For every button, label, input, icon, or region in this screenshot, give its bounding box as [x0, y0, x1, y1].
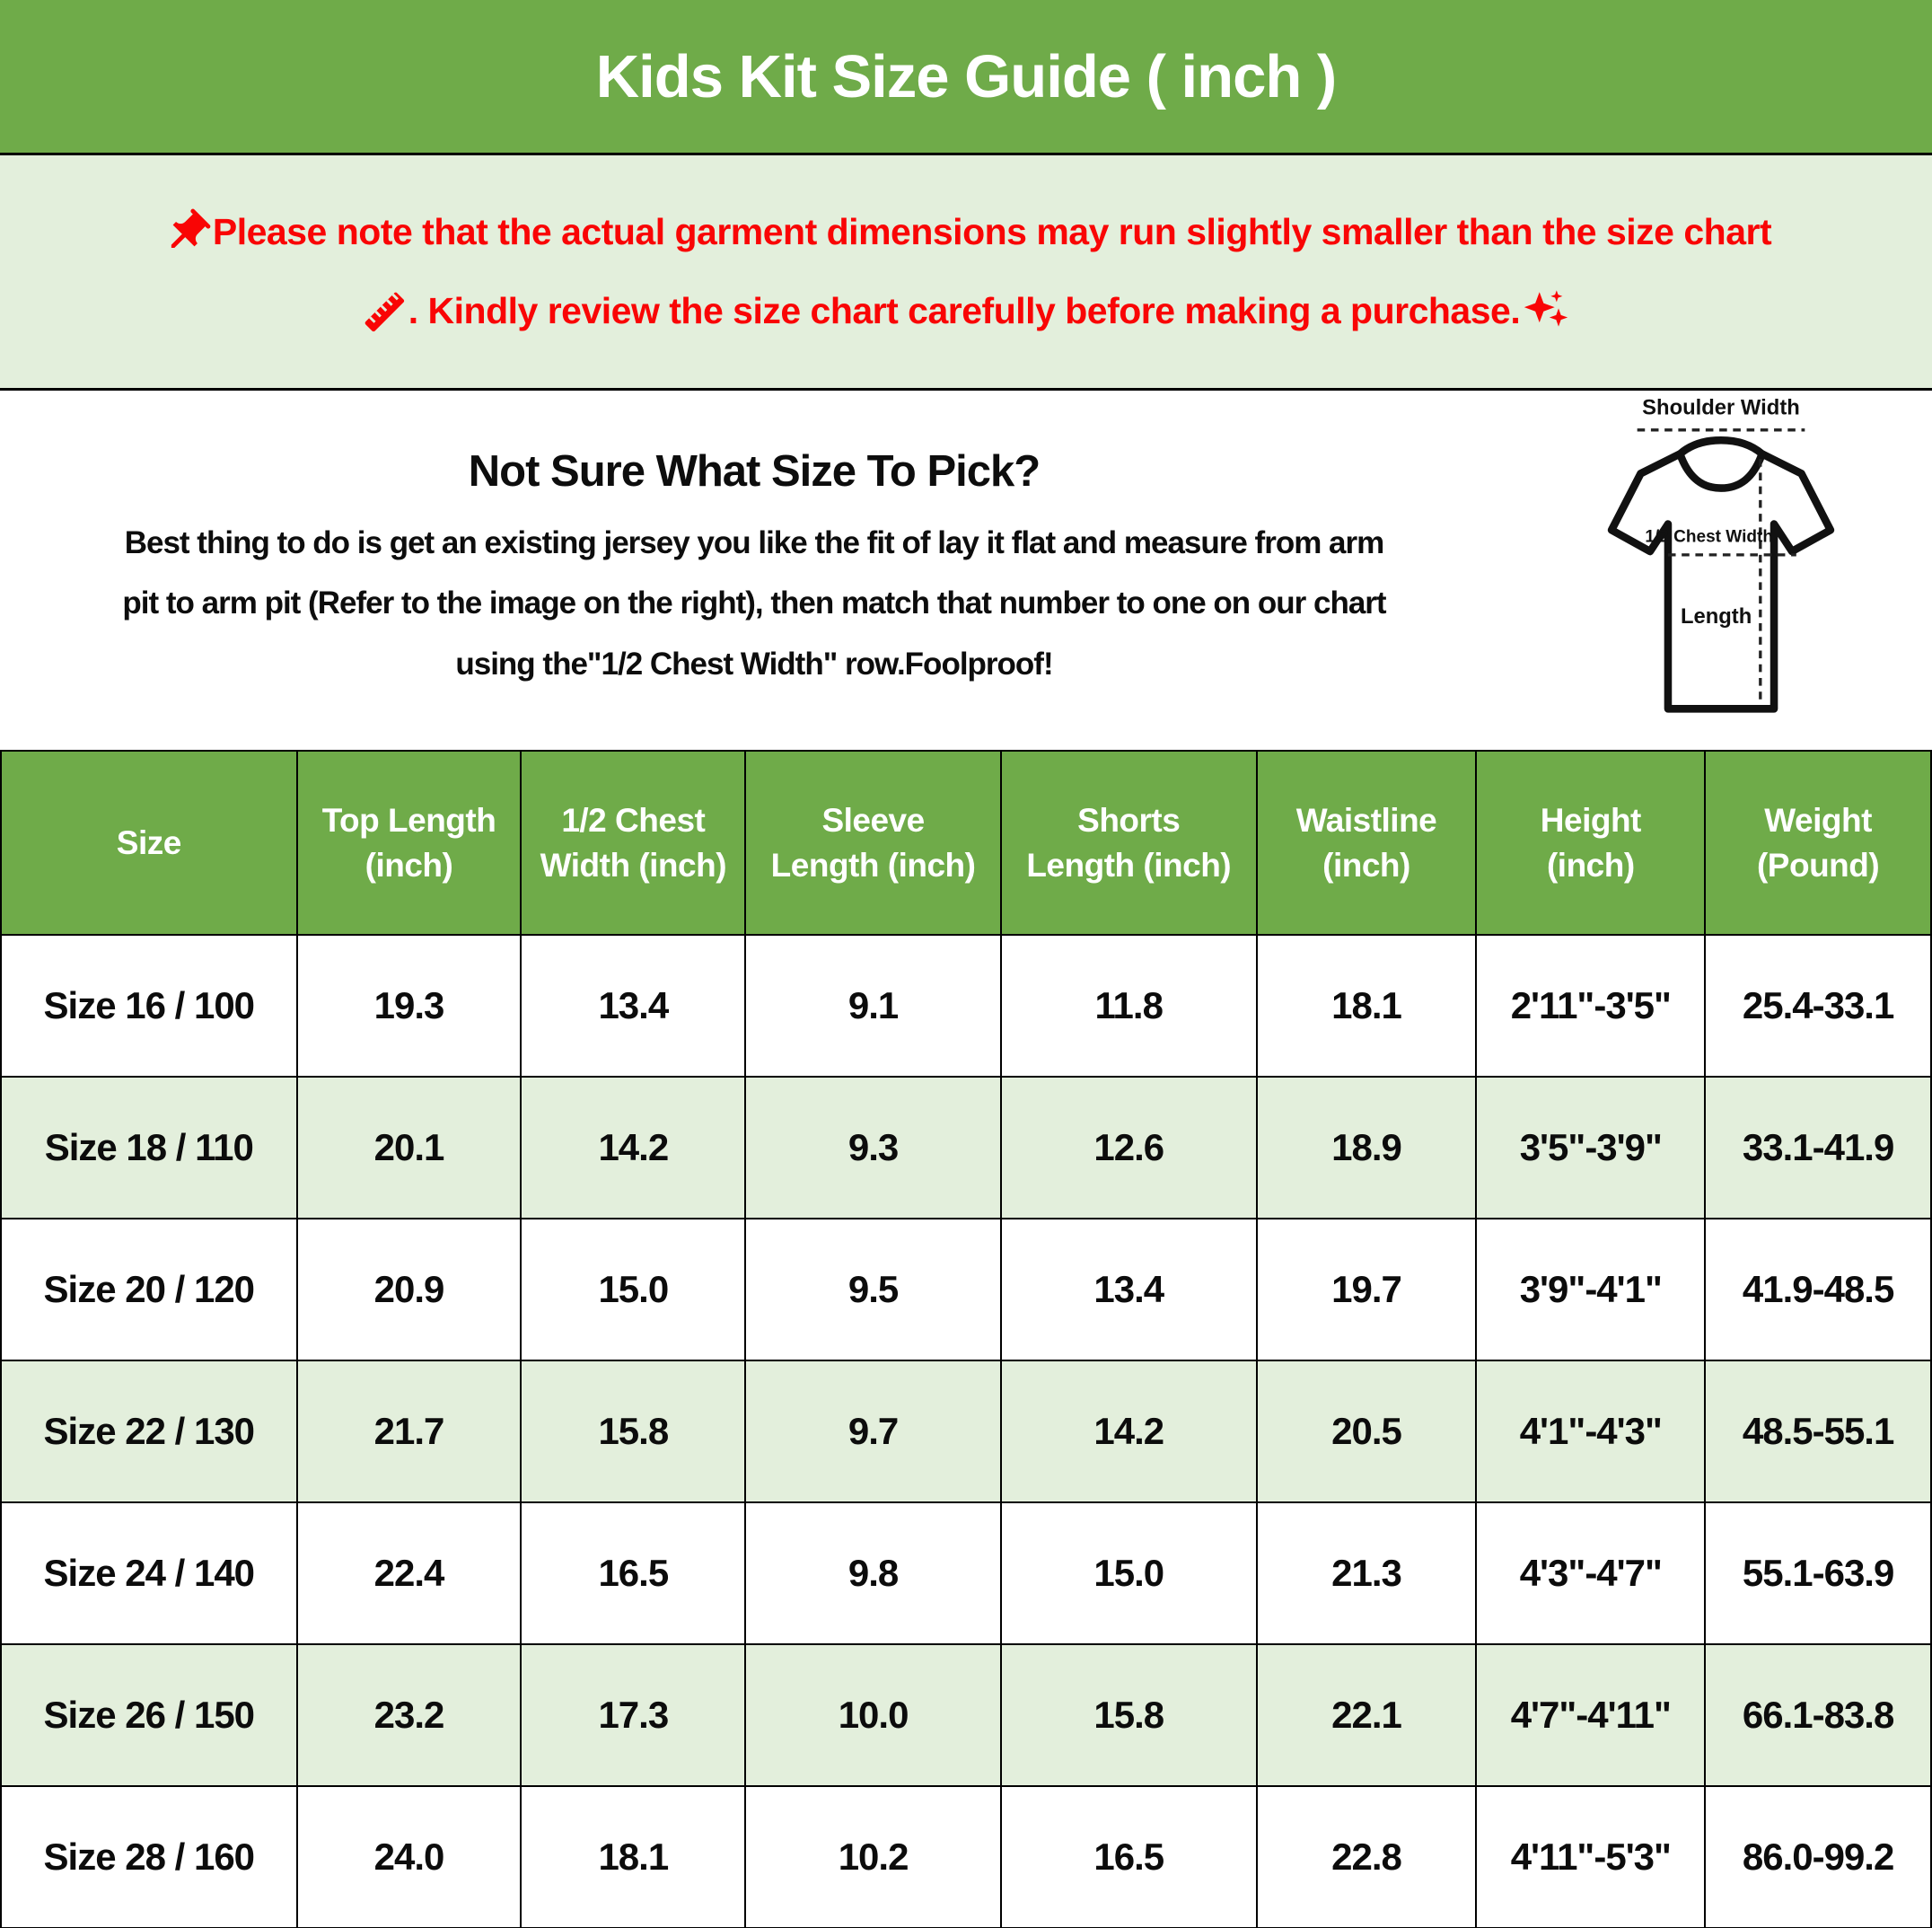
tshirt-diagram	[1573, 391, 1869, 750]
cell-height: 3'9"-4'1"	[1476, 1219, 1705, 1360]
cell-weight: 66.1-83.8	[1705, 1644, 1931, 1786]
cell-sleeve-length: 10.2	[745, 1786, 1001, 1928]
cell-waistline: 18.1	[1257, 935, 1477, 1077]
tshirt-illustration	[1573, 391, 1869, 750]
cell-height: 4'3"-4'7"	[1476, 1502, 1705, 1644]
cell-weight: 48.5-55.1	[1705, 1360, 1931, 1502]
header-cell-shorts-length: Shorts Length (inch)	[1001, 751, 1257, 935]
help-section	[0, 391, 1932, 750]
cell-top-length: 20.9	[297, 1219, 522, 1360]
cell-weight: 86.0-99.2	[1705, 1786, 1931, 1928]
table-row	[1, 1219, 1931, 1360]
pushpin-icon	[161, 207, 213, 259]
header-cell-size: Size	[1, 751, 297, 935]
notice-banner	[0, 155, 1932, 391]
cell-size: Size 26 / 150	[1, 1644, 297, 1786]
notice-line-1	[161, 207, 1771, 259]
notice-line-2	[360, 286, 1572, 338]
help-text-line-3: using the"1/2 Chest Width" row.Foolproof!	[455, 646, 1053, 682]
cell-top-length: 22.4	[297, 1502, 522, 1644]
cell-shorts-length: 15.0	[1001, 1502, 1257, 1644]
cell-weight: 41.9-48.5	[1705, 1219, 1931, 1360]
header-cell-height: Height (inch)	[1476, 751, 1705, 935]
length-label: Length	[1680, 604, 1752, 629]
cell-chest-width: 15.0	[521, 1219, 745, 1360]
cell-size: Size 16 / 100	[1, 935, 297, 1077]
cell-chest-width: 18.1	[521, 1786, 745, 1928]
table-row	[1, 935, 1931, 1077]
table-row	[1, 1360, 1931, 1502]
table-row	[1, 1502, 1931, 1644]
page-title: Kids Kit Size Guide ( inch )	[595, 42, 1337, 110]
cell-top-length: 19.3	[297, 935, 522, 1077]
cell-top-length: 21.7	[297, 1360, 522, 1502]
cell-sleeve-length: 9.8	[745, 1502, 1001, 1644]
cell-sleeve-length: 9.5	[745, 1219, 1001, 1360]
cell-waistline: 22.1	[1257, 1644, 1477, 1786]
cell-waistline: 20.5	[1257, 1360, 1477, 1502]
header-cell-waistline: Waistline (inch)	[1257, 751, 1477, 935]
help-text-line-2: pit to arm pit (Refer to the image on the right), then match that number to one on our chart	[122, 585, 1386, 621]
cell-shorts-length: 16.5	[1001, 1786, 1257, 1928]
cell-sleeve-length: 9.7	[745, 1360, 1001, 1502]
table-header-row	[1, 751, 1931, 935]
help-text-block	[0, 391, 1508, 750]
cell-sleeve-length: 9.3	[745, 1077, 1001, 1219]
cell-shorts-length: 14.2	[1001, 1360, 1257, 1502]
cell-weight: 55.1-63.9	[1705, 1502, 1931, 1644]
cell-shorts-length: 15.8	[1001, 1644, 1257, 1786]
cell-sleeve-length: 10.0	[745, 1644, 1001, 1786]
cell-size: Size 28 / 160	[1, 1786, 297, 1928]
cell-size: Size 24 / 140	[1, 1502, 297, 1644]
cell-waistline: 18.9	[1257, 1077, 1477, 1219]
chest-width-label: 1/2 Chest Width	[1645, 527, 1773, 547]
help-text-line-1: Best thing to do is get an existing jersey you like the fit of lay it flat and measure from arm	[124, 525, 1384, 561]
cell-waistline: 21.3	[1257, 1502, 1477, 1644]
cell-chest-width: 14.2	[521, 1077, 745, 1219]
cell-shorts-length: 11.8	[1001, 935, 1257, 1077]
cell-shorts-length: 12.6	[1001, 1077, 1257, 1219]
cell-weight: 25.4-33.1	[1705, 935, 1931, 1077]
notice-text-2: . Kindly review the size chart carefully before making a purchase.	[408, 290, 1521, 331]
cell-chest-width: 13.4	[521, 935, 745, 1077]
shoulder-width-label: Shoulder Width	[1642, 395, 1800, 420]
cell-height: 4'7"-4'11"	[1476, 1644, 1705, 1786]
cell-top-length: 20.1	[297, 1077, 522, 1219]
ruler-icon	[360, 287, 408, 336]
cell-sleeve-length: 9.1	[745, 935, 1001, 1077]
cell-size: Size 22 / 130	[1, 1360, 297, 1502]
cell-top-length: 24.0	[297, 1786, 522, 1928]
cell-height: 4'1"-4'3"	[1476, 1360, 1705, 1502]
header-cell-chest-width: 1/2 Chest Width (inch)	[521, 751, 745, 935]
cell-chest-width: 16.5	[521, 1502, 745, 1644]
header-cell-weight: Weight (Pound)	[1705, 751, 1931, 935]
cell-chest-width: 15.8	[521, 1360, 745, 1502]
cell-size: Size 18 / 110	[1, 1077, 297, 1219]
cell-waistline: 22.8	[1257, 1786, 1477, 1928]
cell-chest-width: 17.3	[521, 1644, 745, 1786]
cell-size: Size 20 / 120	[1, 1219, 297, 1360]
help-heading: Not Sure What Size To Pick?	[468, 447, 1041, 497]
header-cell-sleeve-length: Sleeve Length (inch)	[745, 751, 1001, 935]
cell-top-length: 23.2	[297, 1644, 522, 1786]
table-row	[1, 1077, 1931, 1219]
title-bar	[0, 0, 1932, 155]
cell-waistline: 19.7	[1257, 1219, 1477, 1360]
cell-height: 2'11"-3'5"	[1476, 935, 1705, 1077]
cell-shorts-length: 13.4	[1001, 1219, 1257, 1360]
table-row	[1, 1644, 1931, 1786]
cell-height: 4'11"-5'3"	[1476, 1786, 1705, 1928]
sparkles-icon	[1520, 286, 1572, 338]
table-row	[1, 1786, 1931, 1928]
size-table	[0, 750, 1932, 1928]
cell-weight: 33.1-41.9	[1705, 1077, 1931, 1219]
cell-height: 3'5"-3'9"	[1476, 1077, 1705, 1219]
notice-text-1: Please note that the actual garment dimensions may run slightly smaller than the size chart	[212, 211, 1772, 252]
header-cell-top-length: Top Length (inch)	[297, 751, 522, 935]
